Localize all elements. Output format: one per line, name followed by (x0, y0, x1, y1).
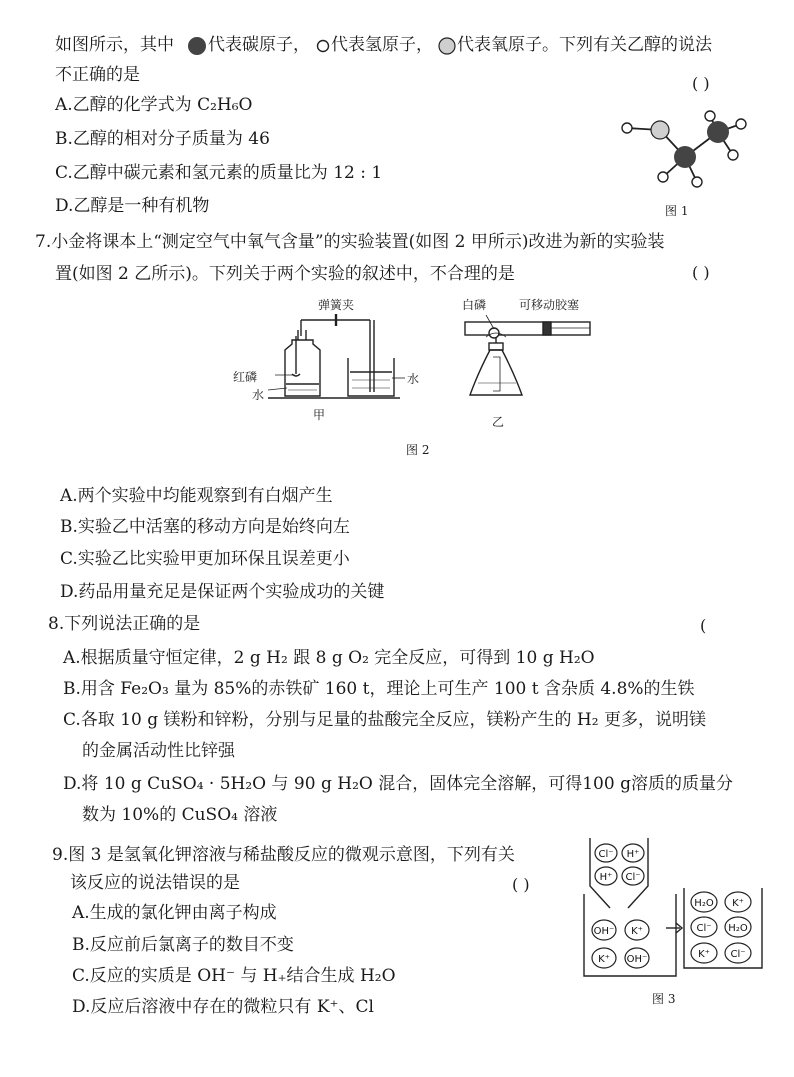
q9-option-a: A.生成的氯化钾由离子构成 (72, 903, 277, 923)
q7-answer-paren: ( ) (692, 263, 710, 282)
label-yi: 乙 (492, 415, 505, 429)
base-ion-label-4: OH⁻ (626, 954, 648, 965)
q6-stem-part4: 代表氧原子。下列有关乙醇的说法 (457, 35, 712, 55)
label-red-phosphorus: 红磷 (233, 370, 258, 384)
label-movable-plug: 可移动胶塞 (519, 298, 580, 312)
q6-option-d: D.乙醇是一种有机物 (55, 196, 210, 216)
q7-option-b: B.实验乙中活塞的移动方向是始终向左 (60, 517, 350, 537)
q6-option-c: C.乙醇中碳元素和氢元素的质量比为 12 : 1 (55, 163, 383, 183)
product-ion-label-3: Cl⁻ (696, 923, 712, 934)
q6-answer-paren: ( ) (692, 74, 710, 93)
carbon-atom-icon (187, 36, 207, 56)
q9-stem-line1: 9.图 3 是氢氧化钾溶液与稀盐酸反应的微观示意图，下列有关 (52, 845, 515, 865)
q6-stem-part2: 代表碳原子， (208, 35, 310, 55)
label-water-left: 水 (252, 388, 265, 402)
q8-answer-paren: ( (700, 616, 707, 635)
acid-ion-label-4: Cl⁻ (625, 872, 641, 883)
oxygen-atom-icon (438, 37, 456, 55)
base-ion-label-2: K⁺ (631, 926, 643, 937)
q8-option-c-line2: 的金属活动性比锌强 (82, 741, 235, 761)
base-ion-label-3: K⁺ (598, 954, 610, 965)
q8-option-c-line1: C.各取 10 g 镁粉和锌粉，分别与足量的盐酸完全反应，镁粉产生的 H₂ 更多，说明镁 (63, 710, 706, 730)
hydrogen-atom-icon (316, 39, 330, 53)
acid-ion-label-2: H⁺ (626, 849, 640, 860)
q8-option-b: B.用含 Fe₂O₃ 量为 85%的赤铁矿 160 t，理论上可生产 100 t 含杂质 4.8%的生铁 (63, 679, 695, 699)
apparatus-yi-figure (460, 305, 600, 410)
label-water-right: 水 (407, 372, 420, 386)
base-ion-label-1: OH⁻ (593, 926, 615, 937)
q7-stem-line2: 置(如图 2 乙所示)。下列关于两个实验的叙述中，不合理的是 (55, 264, 515, 284)
q7-option-d: D.药品用量充足是保证两个实验成功的关键 (60, 582, 385, 602)
q7-option-a: A.两个实验中均能观察到有白烟产生 (60, 486, 333, 506)
figure-3-label: 图 3 (652, 992, 676, 1006)
q7-stem-line1: 7.小金将课本上“测定空气中氧气含量”的实验装置(如图 2 甲所示)改进为新的实验装 (35, 232, 665, 252)
label-spring-clip: 弹簧夹 (318, 298, 355, 312)
q9-answer-paren: ( ) (512, 875, 530, 894)
q8-option-d-line2: 数为 10%的 CuSO₄ 溶液 (82, 805, 278, 825)
q8-stem: 8.下列说法正确的是 (48, 614, 201, 634)
q7-option-c: C.实验乙比实验甲更加环保且误差更小 (60, 549, 350, 569)
q8-option-a: A.根据质量守恒定律，2 g H₂ 跟 8 g O₂ 完全反应，可得到 10 g H₂O (63, 648, 595, 668)
ethanol-molecule-figure (615, 110, 755, 195)
q6-stem-line2: 不正确的是 (55, 65, 140, 85)
product-ion-label-5: K⁺ (698, 949, 710, 960)
q9-stem-line2: 该反应的说法错误的是 (70, 873, 240, 893)
q6-option-b: B.乙醇的相对分子质量为 46 (55, 129, 270, 149)
apparatus-jia-figure (240, 300, 440, 410)
figure-2-label: 图 2 (406, 443, 430, 457)
q6-stem-part1: 如图所示，其中 (55, 35, 174, 55)
acid-ion-label-1: Cl⁻ (598, 849, 614, 860)
product-ion-label-6: Cl⁻ (730, 949, 746, 960)
q9-option-b: B.反应前后氯离子的数目不变 (72, 935, 294, 955)
product-ion-label-4: H₂O (728, 923, 748, 934)
q9-option-d: D.反应后溶液中存在的微粒只有 K⁺、Cl (72, 997, 374, 1017)
label-white-phosphorus: 白磷 (462, 298, 487, 312)
product-ion-label-2: K⁺ (732, 898, 744, 909)
label-jia: 甲 (313, 408, 326, 422)
acid-ion-label-3: H⁺ (599, 872, 613, 883)
product-ion-label-1: H₂O (694, 898, 714, 909)
q9-option-c: C.反应的实质是 OH⁻ 与 H₊结合生成 H₂O (72, 966, 396, 986)
q6-option-a: A.乙醇的化学式为 C₂H₆O (55, 95, 253, 115)
reaction-micro-figure (580, 836, 760, 986)
q8-option-d-line1: D.将 10 g CuSO₄ · 5H₂O 与 90 g H₂O 混合，固体完全溶解，可得100 g溶质的质量分 (63, 774, 733, 794)
figure-1-label: 图 1 (665, 204, 689, 218)
q6-stem-part3: 代表氢原子， (331, 35, 433, 55)
